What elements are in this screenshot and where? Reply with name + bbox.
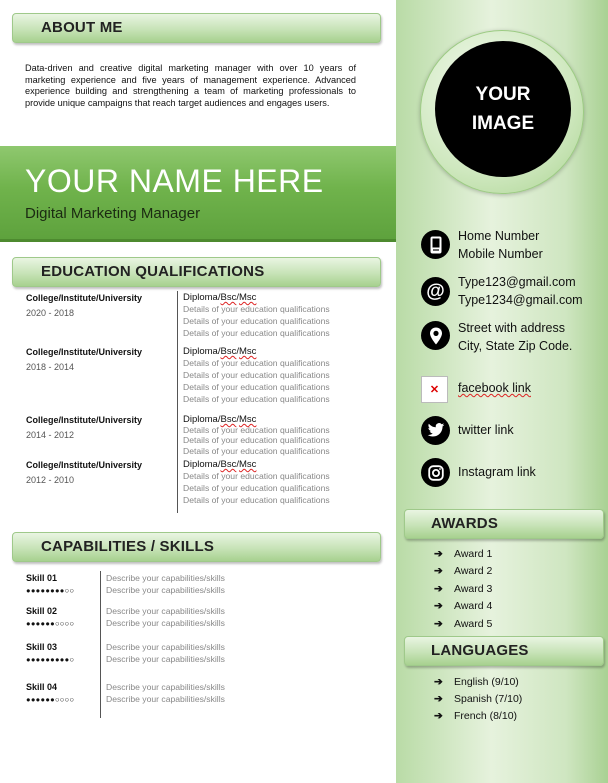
award-item [434, 618, 492, 630]
degree-sep: / [236, 292, 239, 303]
degree-bsc: Bsc [220, 414, 237, 425]
arrow-right-icon: ➔ [434, 693, 443, 705]
facebook-link[interactable]: facebook link [458, 381, 531, 395]
skill-name: Skill 01 [26, 573, 58, 583]
street-address: Street with address [458, 321, 565, 335]
language-item [434, 676, 519, 688]
instagram-icon [421, 458, 450, 487]
degree-msc: Msc [238, 346, 257, 357]
education-degree [183, 459, 256, 470]
education-institution: College/Institute/University [26, 293, 143, 303]
language-label: French (8/10) [454, 710, 518, 722]
job-title: Digital Marketing Manager [25, 205, 201, 222]
skills-heading: CAPABILITIES / SKILLS [12, 532, 381, 562]
mobile-number: Mobile Number [458, 247, 543, 261]
language-item [434, 693, 522, 705]
award-label: Award 5 [454, 618, 493, 630]
education-years: 2014 - 2012 [26, 430, 75, 440]
education-institution: College/Institute/University [26, 347, 143, 357]
award-label: Award 1 [454, 548, 493, 560]
skill-rating-dots: ●●●●●●●●○○ [26, 586, 75, 595]
education-institution: College/Institute/University [26, 460, 143, 470]
arrow-right-icon: ➔ [434, 600, 443, 612]
education-heading: EDUCATION QUALIFICATIONS [12, 257, 381, 287]
education-years: 2018 - 2014 [26, 362, 75, 372]
about-text: Data-driven and creative digital marketing manager with over 10 years of marketing experience and five years of management experience. Advanced experience building and strengthening a team of marketing professionals to provide unique campaigns that reach target audiences and engages users. [25, 63, 356, 108]
skill-description: Describe your capabilities/skills [106, 618, 225, 628]
skill-rating-dots: ●●●●●●○○○○ [26, 619, 75, 628]
award-item [434, 548, 492, 560]
arrow-right-icon: ➔ [434, 548, 443, 560]
city-state-zip: City, State Zip Code. [458, 339, 573, 353]
degree-msc: Msc [238, 459, 257, 470]
arrow-right-icon: ➔ [434, 710, 443, 722]
arrow-right-icon: ➔ [434, 618, 443, 630]
award-item [434, 583, 492, 595]
education-divider [177, 291, 178, 513]
education-degree [183, 414, 256, 425]
skill-description: Describe your capabilities/skills [106, 682, 225, 692]
skills-divider [100, 571, 101, 718]
skill-description: Describe your capabilities/skills [106, 606, 225, 616]
skill-description: Describe your capabilities/skills [106, 694, 225, 704]
education-detail: Details of your education qualifications [183, 483, 330, 493]
instagram-link[interactable]: Instagram link [458, 465, 536, 479]
education-detail: Details of your education qualifications [183, 382, 330, 392]
degree-prefix: Diploma/ [183, 459, 221, 470]
languages-heading: LANGUAGES [404, 636, 604, 666]
education-institution: College/Institute/University [26, 415, 143, 425]
twitter-link[interactable]: twitter link [458, 423, 514, 437]
education-detail: Details of your education qualifications [183, 435, 330, 445]
email-secondary[interactable]: Type1234@gmail.com [458, 293, 583, 307]
photo-label [435, 80, 571, 138]
skill-rating-dots: ●●●●●●●●●○ [26, 655, 75, 664]
email-primary[interactable]: Type123@gmail.com [458, 275, 576, 289]
education-years: 2012 - 2010 [26, 475, 75, 485]
education-degree [183, 292, 256, 303]
award-label: Award 3 [454, 583, 493, 595]
degree-prefix: Diploma/ [183, 346, 221, 357]
skill-description: Describe your capabilities/skills [106, 642, 225, 652]
skill-description: Describe your capabilities/skills [106, 654, 225, 664]
degree-bsc: Bsc [220, 346, 237, 357]
education-degree [183, 346, 256, 357]
arrow-right-icon: ➔ [434, 565, 443, 577]
at-icon: @ [421, 277, 450, 306]
education-detail: Details of your education qualifications [183, 425, 330, 435]
skill-description: Describe your capabilities/skills [106, 573, 225, 583]
award-label: Award 2 [454, 565, 493, 577]
degree-msc: Msc [238, 414, 257, 425]
broken-image-icon: ✕ [421, 376, 448, 403]
degree-sep: / [236, 459, 239, 470]
degree-sep: / [236, 414, 239, 425]
name-banner [0, 146, 396, 242]
arrow-right-icon: ➔ [434, 583, 443, 595]
education-detail: Details of your education qualifications [183, 328, 330, 338]
home-number: Home Number [458, 229, 540, 243]
language-item [434, 710, 517, 722]
phone-icon [421, 230, 450, 259]
photo-label-line2: IMAGE [471, 113, 535, 134]
skill-name: Skill 02 [26, 606, 58, 616]
award-item [434, 565, 492, 577]
education-detail: Details of your education qualifications [183, 358, 330, 368]
award-item [434, 600, 492, 612]
language-label: English (9/10) [454, 676, 519, 688]
skill-description: Describe your capabilities/skills [106, 585, 225, 595]
about-heading: ABOUT ME [12, 13, 381, 43]
skill-name: Skill 03 [26, 642, 58, 652]
education-detail: Details of your education qualifications [183, 394, 330, 404]
education-detail: Details of your education qualifications [183, 304, 330, 314]
degree-msc: Msc [238, 292, 257, 303]
skill-name: Skill 04 [26, 682, 58, 692]
education-detail: Details of your education qualifications [183, 370, 330, 380]
education-detail: Details of your education qualifications [183, 495, 330, 505]
education-detail: Details of your education qualifications [183, 471, 330, 481]
photo-label-line1: YOUR [475, 84, 531, 105]
education-years: 2020 - 2018 [26, 308, 75, 318]
language-label: Spanish (7/10) [454, 693, 523, 705]
award-label: Award 4 [454, 600, 493, 612]
twitter-icon [421, 416, 450, 445]
education-detail: Details of your education qualifications [183, 316, 330, 326]
skill-rating-dots: ●●●●●●○○○○ [26, 695, 75, 704]
education-detail: Details of your education qualifications [183, 446, 330, 456]
full-name: YOUR NAME HERE [25, 163, 324, 199]
arrow-right-icon: ➔ [434, 676, 443, 688]
degree-bsc: Bsc [220, 292, 237, 303]
awards-heading: AWARDS [404, 509, 604, 539]
degree-prefix: Diploma/ [183, 414, 221, 425]
degree-bsc: Bsc [220, 459, 237, 470]
degree-sep: / [236, 346, 239, 357]
location-pin-icon [421, 321, 450, 350]
degree-prefix: Diploma/ [183, 292, 221, 303]
